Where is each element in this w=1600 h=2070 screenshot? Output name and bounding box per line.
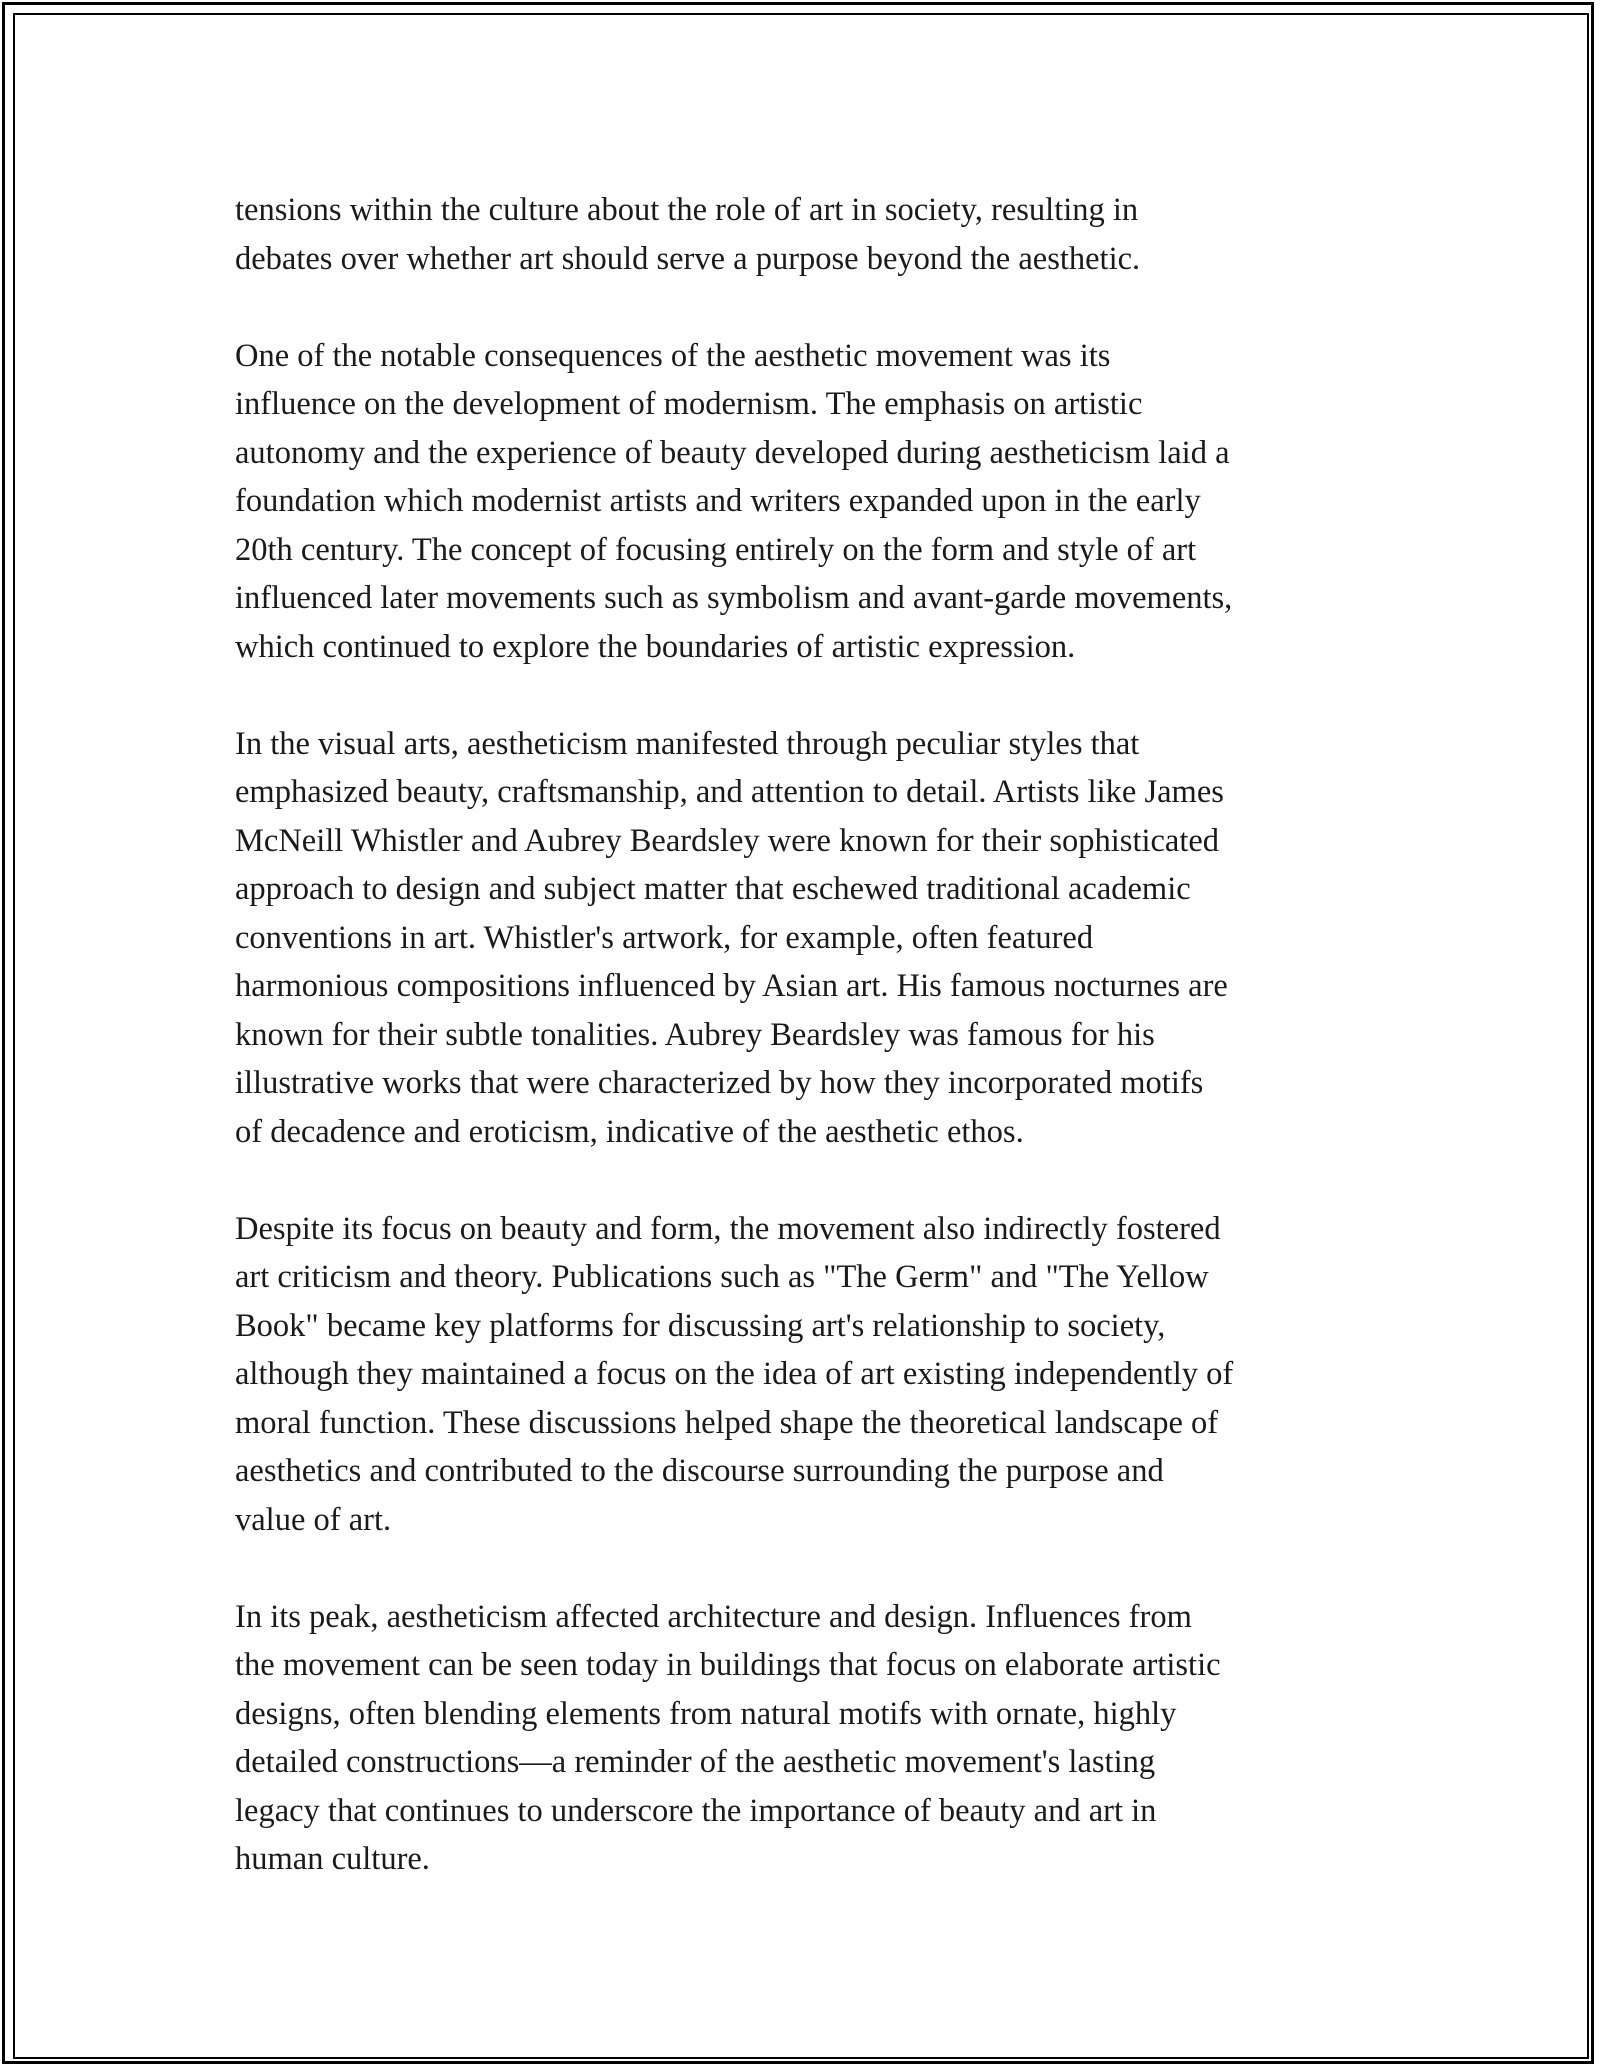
paragraph: In its peak, aestheticism affected architecture and design. Influences from the movement can be seen today in buildings that focus on elaborate artistic designs, often blending elements from natural motifs with ornate, highly detailed constructions—a reminder of the aesthetic movement's lasting legacy that continues to underscore the importance of beauty and art in human culture. [235,1598,1221,1877]
paragraph: One of the notable consequences of the aesthetic movement was its influence on the development of modernism. The emphasis on artistic autonomy and the experience of beauty developed during aestheticism laid a foundation which modernist artists and writers expanded upon in the early 20th century. The concept of focusing entirely on the form and style of art influenced later movements such as symbolism and avant-garde movements, which continued to explore the boundaries of artistic expression. [235,337,1233,665]
paragraph: In the visual arts, aestheticism manifested through peculiar styles that emphasized beauty, craftsmanship, and attention to detail. Artists like James McNeill Whistler and Aubrey Beardsley were known for their sophisticated approach to design and subject matter that eschewed traditional academic conventions in art. Whistler's artwork, for example, often featured harmonious compositions influenced by Asian art. His famous nocturnes are known for their subtle tonalities. Aubrey Beardsley was famous for his illustrative works that were characterized by how they incorporated motifs of decadence and eroticism, indicative of the aesthetic ethos. [235,725,1228,1150]
paragraph: tensions within the culture about the role of art in society, resulting in debates over whether art should serve a purpose beyond the aesthetic. [235,192,1141,277]
document-body [235,186,1365,1932]
paragraph: Despite its focus on beauty and form, the movement also indirectly fostered art criticism and theory. Publications such as "The Germ" and "The Yellow Book" became key platforms for discussing art's relationship to society, although they maintained a focus on the idea of art existing independently of moral function. These discussions helped shape the theoretical landscape of aesthetics and contributed to the discourse surrounding the purpose and value of art. [235,1210,1234,1538]
